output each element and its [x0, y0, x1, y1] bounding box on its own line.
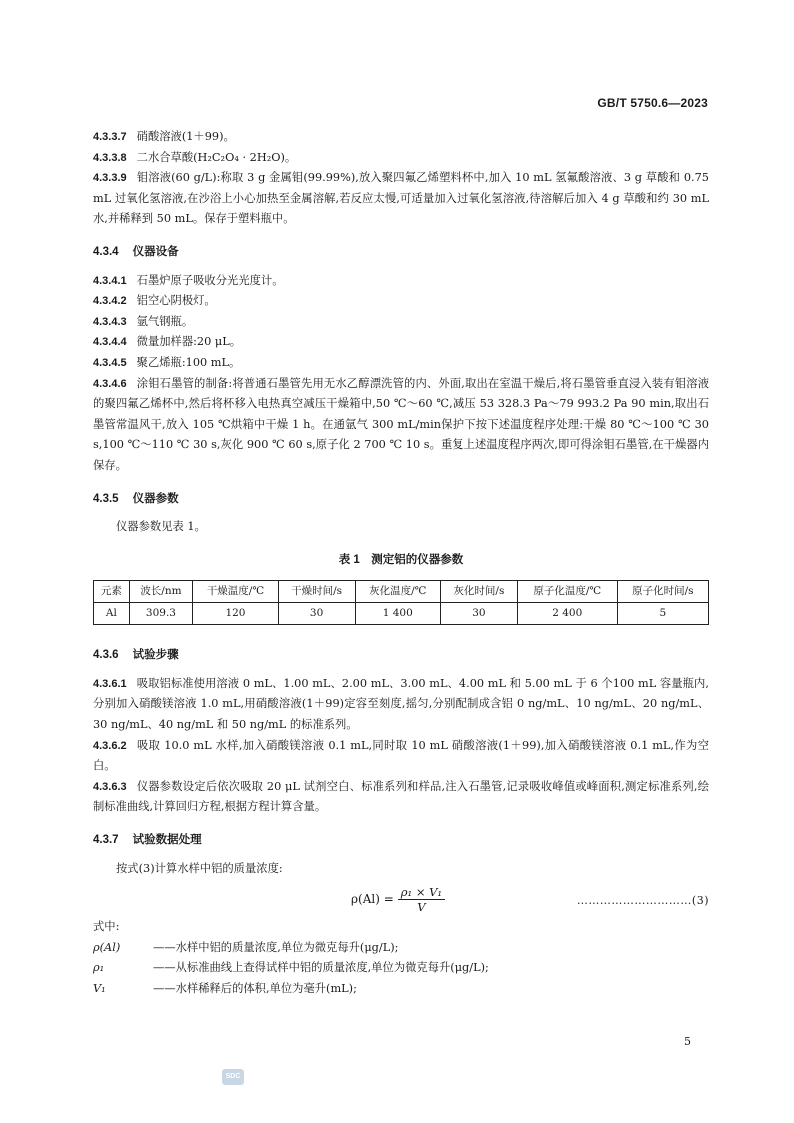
clause-number: 4.3.3.9	[93, 172, 127, 185]
formula-intro-text: 按式(3)计算水样中铝的质量浓度:	[116, 861, 283, 875]
clause-number: 4.3.4.3	[93, 315, 127, 328]
section-heading-4-3-4	[93, 242, 709, 263]
table-cell: 120	[193, 603, 279, 625]
clause-text: 钼溶液(60 g/L):称取 3 g 金属钼(99.99%),放入聚四氟乙烯塑料杯中,加入 10 mL 氢氟酸溶液、3 g 草酸和 0.75 mL 过氧化氢溶液,在沙浴上小心加热至金属溶解,若反应太慢,可适量加入过氧化氢溶液,待溶解后加入 4 g 草酸和约 30 mL 水,并稀释到 50 mL。保存于塑料瓶中。	[93, 171, 709, 226]
clause-4-3-4-6	[93, 374, 709, 477]
clause-text: 涂钼石墨管的制备:将普通石墨管先用无水乙醇漂洗管的内、外面,取出在室温干燥后,将石墨管垂直浸入装有钼溶液的聚四氟乙烯杯中,然后将杯移入电热真空减压干燥箱中,50 ℃～60 ℃,减压 53 328.3 Pa～79 993.2 Pa 90 min,取出石墨管常温风干,放入 105 ℃烘箱中干燥 1 h。在通氩气 300 mL/min保护下按下述温度程序处理:干燥 80 ℃～100 ℃ 30 s,100 ℃～110 ℃ 30 s,灰化 900 ℃ 60 s,原子化 2 700 ℃ 10 s。重复上述温度程序两次,即可得涂钼石墨管,在干燥器内保存。	[93, 376, 709, 472]
clause-number: 4.3.4.4	[93, 336, 127, 349]
clause-number: 4.3.6.3	[93, 780, 127, 793]
formula-lhs: ρ(Al) =	[351, 892, 394, 907]
table-cell: 30	[441, 603, 518, 625]
section-title: 仪器设备	[132, 245, 179, 258]
clause-text: 吸取 10.0 mL 水样,加入硝酸镁溶液 0.1 mL,同时取 10 mL 硝酸溶液(1＋99),加入硝酸镁溶液 0.1 mL,作为空白。	[93, 738, 709, 773]
formula-3	[93, 883, 709, 917]
definition-symbol: ρ(Al)	[93, 940, 121, 954]
clause-text: 二水合草酸(H₂C₂O₄ · 2H₂O)。	[136, 150, 297, 164]
section-number: 4.3.4	[93, 245, 119, 258]
table-cell: Al	[94, 603, 130, 625]
section-heading-4-3-5	[93, 489, 709, 510]
clause-4-3-4-4	[93, 332, 709, 353]
table-header-cell: 元素	[94, 581, 130, 603]
table-header-cell: 干燥时间/s	[278, 581, 355, 603]
section-number: 4.3.6	[93, 649, 119, 662]
section-heading-4-3-6	[93, 645, 709, 666]
definition-text: ——水样中铝的质量浓度,单位为微克每升(μg/L);	[153, 940, 399, 954]
table-header-row	[94, 581, 709, 603]
formula-numerator: ρ₁ × V₁	[398, 885, 445, 900]
document-body	[93, 127, 709, 1000]
equation-number: …………………………(3)	[576, 894, 709, 908]
table-header-cell: 干燥温度/℃	[193, 581, 279, 603]
table-cell: 1 400	[355, 603, 441, 625]
section-title: 试验数据处理	[132, 834, 202, 847]
table-header-cell: 原子化时间/s	[617, 581, 708, 603]
section-title: 试验步骤	[132, 649, 179, 662]
clause-4-3-3-8	[93, 148, 709, 169]
definition-text: ——水样稀释后的体积,单位为毫升(mL);	[153, 982, 357, 995]
clause-4-3-6-3	[93, 777, 709, 818]
table-header-cell: 灰化温度/℃	[355, 581, 441, 603]
standard-code: GB/T 5750.6—2023	[597, 96, 708, 110]
table-reference-text: 仪器参数见表 1。	[116, 520, 206, 534]
clause-text: 仪器参数设定后依次吸取 20 μL 试剂空白、标准系列和样品,注入石墨管,记录吸收峰值或峰面积,测定标准系列,绘制标准曲线,计算回归方程,根据方程计算含量。	[93, 779, 709, 814]
table-cell: 2 400	[517, 603, 617, 625]
section-title: 仪器参数	[132, 492, 179, 505]
instrument-parameters-table	[93, 580, 709, 625]
clause-number: 4.3.6.1	[93, 677, 127, 690]
clause-number: 4.3.4.2	[93, 295, 127, 308]
clause-4-3-4-5	[93, 353, 709, 374]
table-cell: 5	[617, 603, 708, 625]
formula-fraction	[398, 885, 445, 914]
table-cell: 30	[278, 603, 355, 625]
table-row	[94, 603, 709, 625]
section-heading-4-3-7	[93, 830, 709, 851]
clause-number: 4.3.6.2	[93, 739, 127, 752]
table-header-cell: 原子化温度/℃	[517, 581, 617, 603]
section-number: 4.3.5	[93, 492, 119, 505]
definition-symbol: V₁	[93, 982, 106, 995]
clause-number: 4.3.4.1	[93, 274, 127, 287]
clause-number: 4.3.3.7	[93, 131, 127, 143]
clause-4-3-6-1	[93, 674, 709, 736]
clause-text: 聚乙烯瓶:100 mL。	[136, 355, 241, 369]
where-label: 式中:	[93, 920, 120, 934]
page-number: 5	[684, 1035, 691, 1048]
clause-4-3-3-9	[93, 168, 709, 230]
definition-symbol: ρ₁	[93, 961, 105, 975]
clause-4-3-4-2	[93, 291, 709, 312]
definition-item	[93, 979, 709, 1000]
clause-text: 铝空心阴极灯。	[136, 294, 216, 308]
clause-text: 氩气钢瓶。	[136, 314, 194, 328]
clause-number: 4.3.3.8	[93, 151, 127, 164]
watermark-logo: SDC	[222, 1069, 244, 1085]
clause-text: 石墨炉原子吸收分光光度计。	[136, 273, 284, 287]
table-header-cell: 灰化时间/s	[441, 581, 518, 603]
formula-denominator: V	[417, 900, 426, 915]
clause-number: 4.3.4.5	[93, 356, 127, 369]
formula-expression	[351, 885, 445, 914]
clause-text: 微量加样器:20 μL。	[136, 335, 242, 349]
clause-4-3-4-1	[93, 271, 709, 292]
table-title: 表 1 测定铝的仪器参数	[338, 553, 464, 566]
definition-item	[93, 958, 709, 979]
clause-text: 吸取铝标准使用溶液 0 mL、1.00 mL、2.00 mL、3.00 mL、4.00 mL 和 5.00 mL 于 6 个100 mL 容量瓶内,分别加入硝酸镁溶液 1.0 mL,用硝酸溶液(1＋99)定容至刻度,摇匀,分别配制成含铝 0 ng/mL、10 ng/mL、20 ng/mL、30 ng/mL、40 ng/mL 和 50 ng/mL 的标准系列。	[93, 676, 709, 732]
clause-number: 4.3.4.6	[93, 377, 127, 390]
section-number: 4.3.7	[93, 834, 119, 847]
definition-item	[93, 938, 709, 959]
clause-4-3-6-2	[93, 736, 709, 777]
table-cell: 309.3	[129, 603, 193, 625]
clause-4-3-4-3	[93, 312, 709, 333]
clause-text: 硝酸溶液(1＋99)。	[136, 130, 235, 143]
table-header-cell: 波长/nm	[129, 581, 193, 603]
clause-4-3-3-7	[93, 127, 709, 148]
definition-text: ——从标准曲线上查得试样中铝的质量浓度,单位为微克每升(μg/L);	[153, 961, 489, 975]
